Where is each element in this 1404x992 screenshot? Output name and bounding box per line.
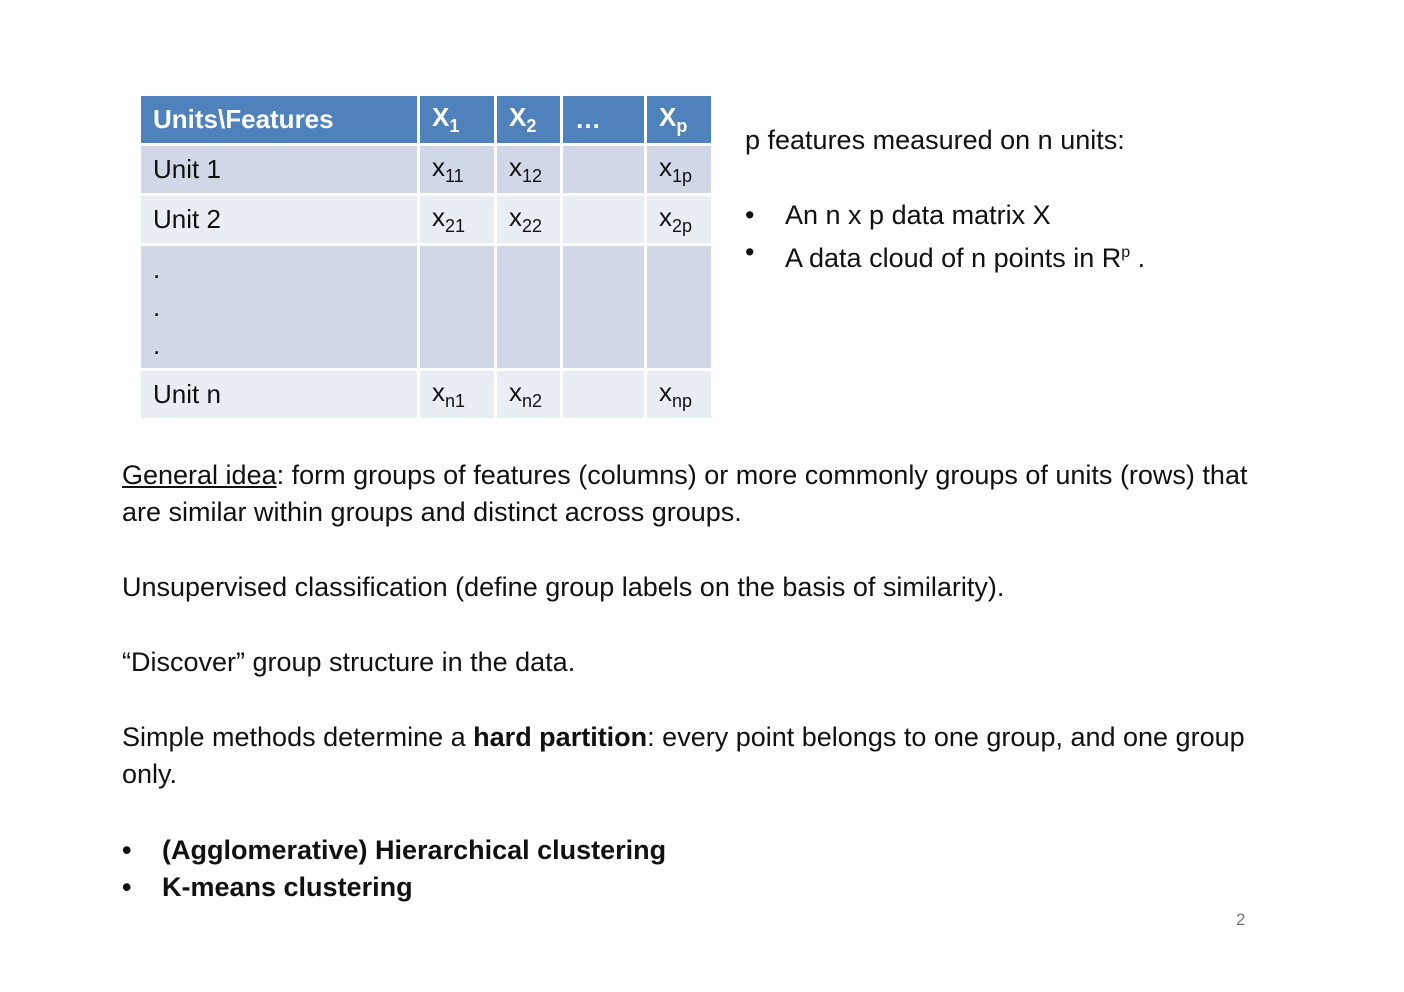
description-list — [745, 197, 1145, 277]
row-label: Unit n — [141, 371, 417, 418]
table-cell: $x_{11}$ — [420, 146, 494, 193]
table-cell: $x_{n2}$ — [497, 371, 560, 418]
table-cell: $x_{np}$ — [647, 371, 711, 418]
table-cell: $x_{1p}$ — [647, 146, 711, 193]
list-item: • (Agglomerative) Hierarchical clustering — [122, 832, 666, 869]
header-x2: $X_2$ — [497, 96, 560, 143]
list-item: • An n x p data matrix X — [745, 197, 1145, 234]
list-item: • A data cloud of n points in $R^p$ . — [745, 234, 1145, 277]
general-idea-paragraph — [122, 457, 1282, 531]
table-cell — [647, 246, 711, 368]
table-cell — [497, 246, 560, 368]
discover-paragraph: “Discover” group structure in the data. — [122, 647, 576, 677]
table-cell: $x_{12}$ — [497, 146, 560, 193]
table-row-ellipsis — [141, 246, 711, 368]
header-x1: $X_1$ — [420, 96, 494, 143]
table-row — [141, 146, 711, 193]
unsupervised-paragraph: Unsupervised classification (define group labels on the basis of similarity). — [122, 572, 1005, 602]
table-header-row — [141, 96, 711, 143]
table-cell — [563, 246, 644, 368]
header-ellipsis: … — [563, 96, 644, 143]
page-number: 2 — [1236, 910, 1246, 929]
hard-partition-term: hard partition — [473, 722, 648, 752]
table-cell: $x_{21}$ — [420, 196, 494, 243]
table-cell — [420, 246, 494, 368]
table-cell: $x_{n1}$ — [420, 371, 494, 418]
table-cell — [563, 146, 644, 193]
table-cell — [563, 196, 644, 243]
table-row — [141, 371, 711, 418]
table-cell — [563, 371, 644, 418]
data-matrix-table — [138, 93, 714, 421]
header-units-features: Units\Features — [141, 96, 417, 143]
general-idea-text: : form groups of features (columns) or more commonly groups of units (rows) that are similar within groups and distinct across groups. — [122, 460, 1248, 527]
intro-text: p features measured on n units: — [745, 125, 1125, 155]
list-item: • K-means clustering — [122, 869, 666, 906]
row-label: Unit 2 — [141, 196, 417, 243]
header-xp: $X_p$ — [647, 96, 711, 143]
table-cell: $x_{2p}$ — [647, 196, 711, 243]
vertical-dots: . . . — [141, 246, 417, 368]
general-idea-label: General idea — [122, 460, 277, 490]
table-cell: $x_{22}$ — [497, 196, 560, 243]
hard-partition-paragraph: Simple methods determine a hard partition: every point belongs to one group, and one group only. — [122, 722, 1245, 789]
row-label: Unit 1 — [141, 146, 417, 193]
methods-list — [122, 832, 666, 906]
table-row — [141, 196, 711, 243]
matrix-description — [745, 122, 1145, 277]
